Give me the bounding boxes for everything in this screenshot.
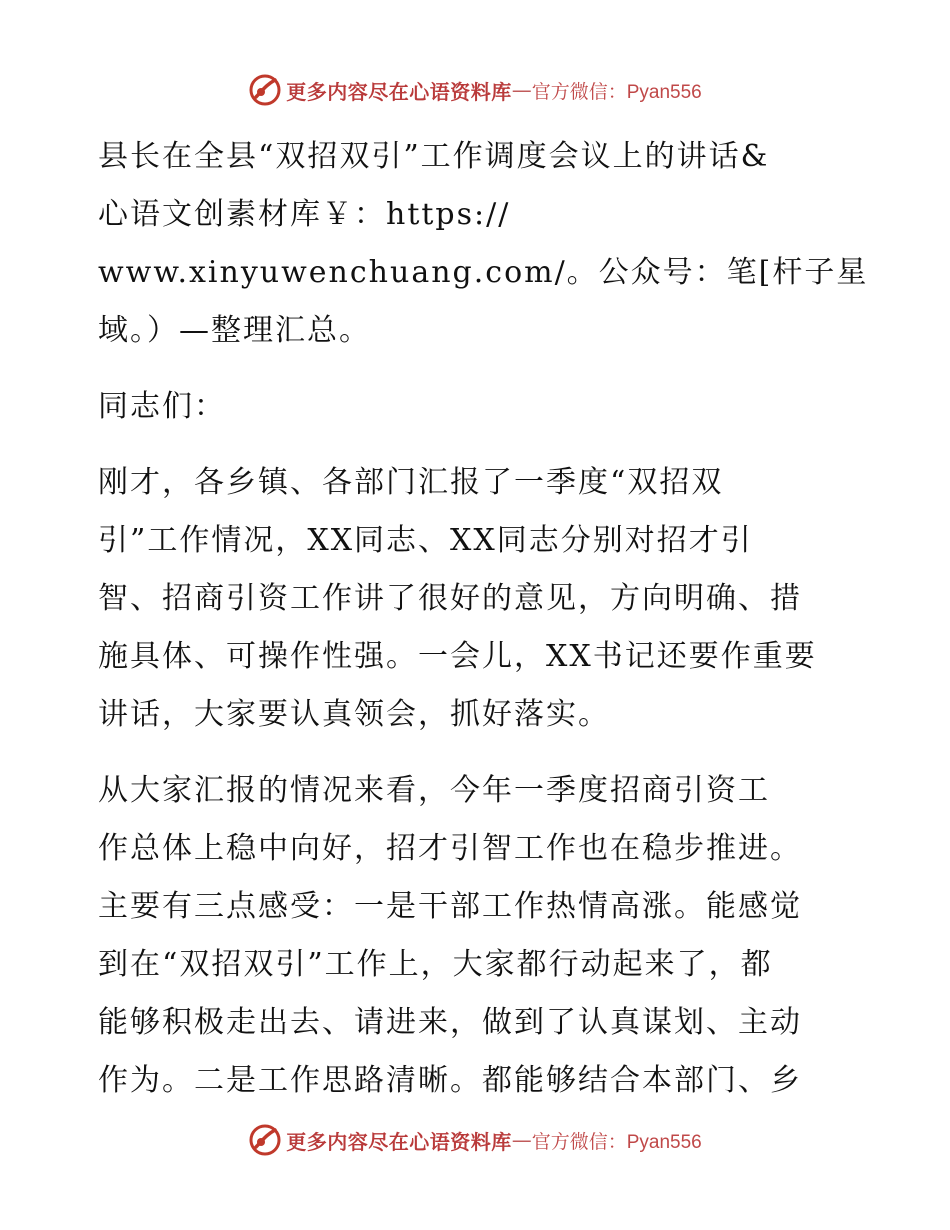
brush-logo-icon: [248, 73, 282, 107]
paragraph-line: 讲话，大家要认真领会，抓好落实。: [98, 697, 610, 732]
paragraph-line: 刚才，各乡镇、各部门汇报了一季度“双招双: [98, 465, 724, 500]
watermark-separator: —: [511, 78, 532, 102]
watermark-separator: —: [511, 1128, 532, 1152]
paragraph-line: 到在“双招双引”工作上，大家都行动起来了，都: [98, 947, 773, 982]
document-body: [98, 128, 869, 1128]
paragraph-line: 从大家汇报的情况来看，今年一季度招商引资工: [98, 773, 770, 808]
greeting-line: 同志们：: [98, 389, 226, 424]
paragraph-line: 作为。二是工作思路清晰。都能够结合本部门、乡: [98, 1063, 802, 1098]
watermark-text: 更多内容尽在心语资料库: [286, 1129, 512, 1154]
watermark-account: 官方微信：Pyan556: [531, 81, 702, 103]
document-title: [98, 128, 869, 360]
paragraph-line: 施具体、可操作性强。一会儿，XX书记还要作重要: [98, 639, 817, 674]
paragraph-line: 引”工作情况，XX同志、XX同志分别对招才引: [98, 523, 753, 558]
paragraph-line: 作总体上稳中向好，招才引智工作也在稳步推进。: [98, 831, 802, 866]
paragraph-2: [98, 762, 858, 1110]
watermark-text: 更多内容尽在心语资料库: [286, 79, 512, 104]
title-line: 域。）—整理汇总。: [98, 313, 371, 348]
title-line: 县长在全县“双招双引”工作调度会议上的讲话&: [98, 139, 770, 174]
paragraph-line: 主要有三点感受：一是干部工作热情高涨。能感觉: [98, 889, 802, 924]
watermark-banner-bottom: [0, 1120, 950, 1160]
watermark-banner-top: [0, 70, 950, 110]
paragraph-line: 能够积极走出去、请进来，做到了认真谋划、主动: [98, 1005, 802, 1040]
greeting: [98, 378, 858, 436]
paragraph-1: [98, 454, 858, 744]
paragraph-line: 智、招商引资工作讲了很好的意见，方向明确、措: [98, 581, 802, 616]
title-line: 心语文创素材库￥：https://: [98, 197, 511, 232]
watermark-account: 官方微信：Pyan556: [531, 1131, 702, 1153]
title-line: www.xinyuwenchuang.com/。公众号：笔[杆子星: [98, 255, 869, 290]
brush-logo-icon: [248, 1123, 282, 1157]
